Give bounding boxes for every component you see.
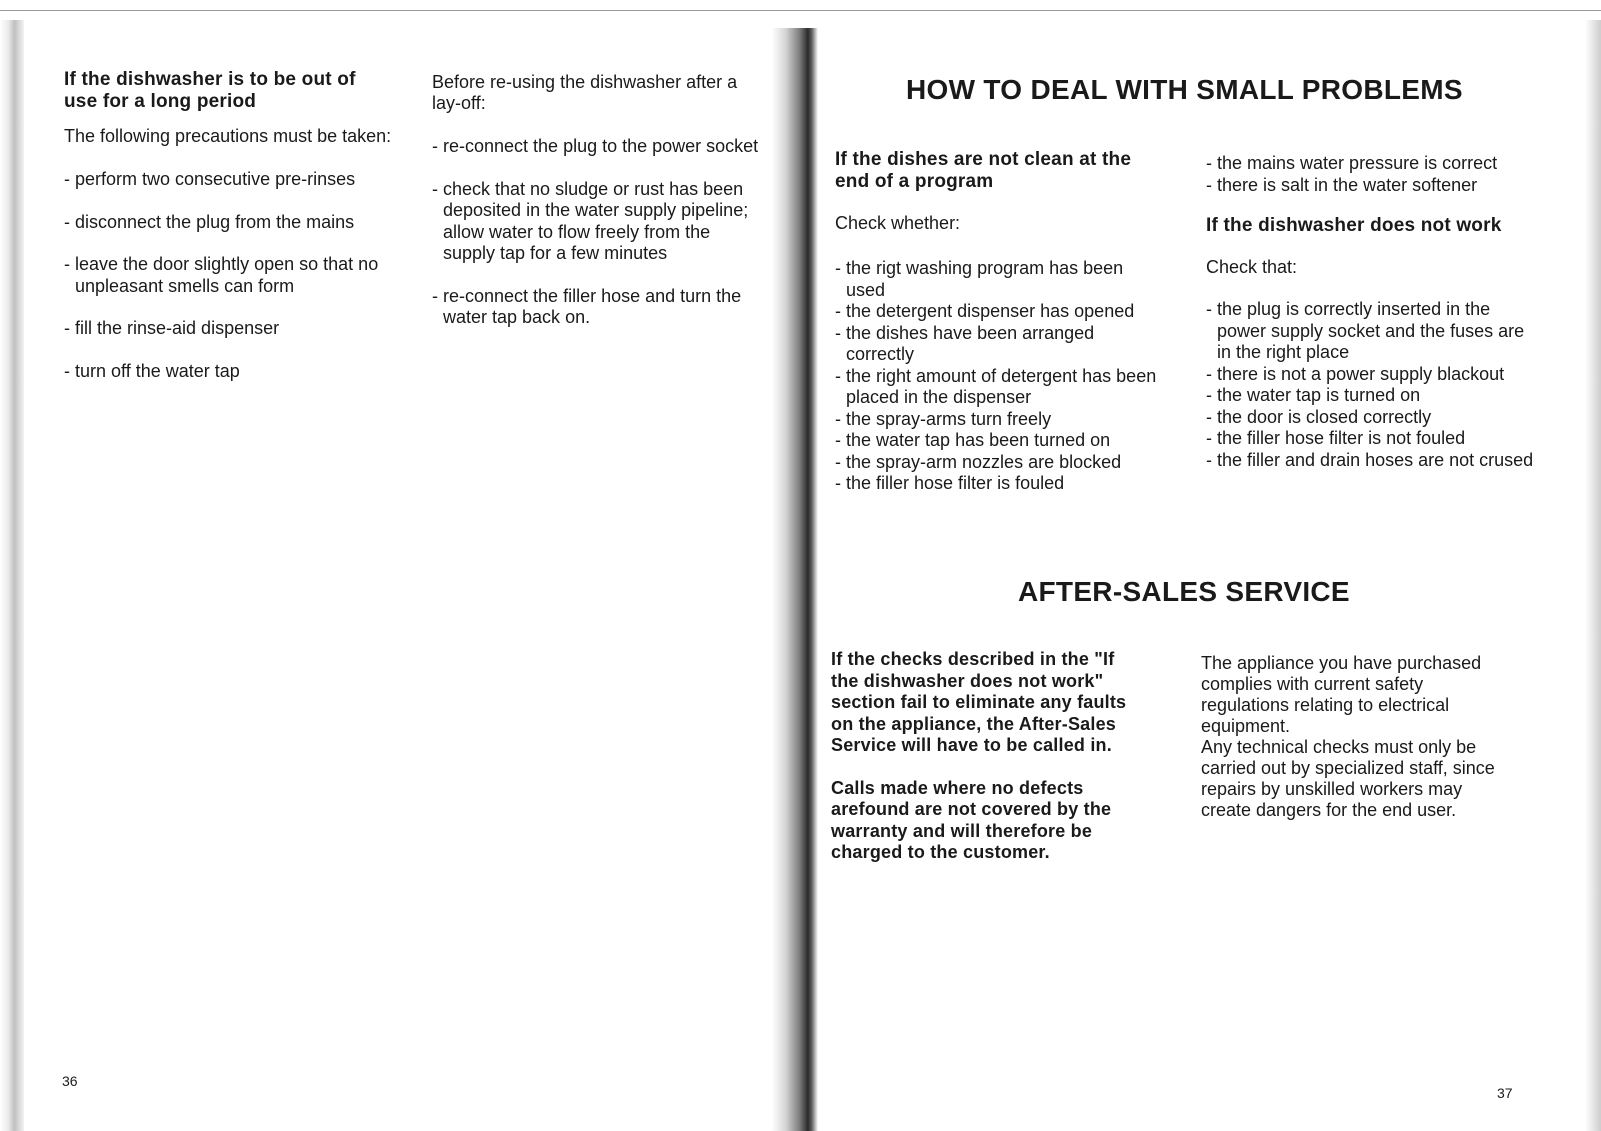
list-item: - the dishes have been arranged correctly xyxy=(835,322,1095,364)
list-item: - check that no sludge or rust has been deposited in the water supply pipeline; allow water to flow freely from the supply tap for a few minutes xyxy=(432,178,749,263)
list-item: - disconnect the plug from the mains xyxy=(64,211,355,232)
list-item: - the spray-arms turn freely xyxy=(835,408,1052,429)
list-item: - re-connect the filler hose and turn the water tap back on. xyxy=(432,285,742,327)
list-item: - leave the door slightly open so that no unpleasant smells can form xyxy=(64,254,379,296)
not-clean-intro: Check whether: xyxy=(835,213,961,233)
not-work-heading: If the dishwasher does not work xyxy=(1206,215,1502,236)
storage-section xyxy=(64,69,394,403)
reuse-section xyxy=(432,72,762,350)
storage-heading: If the dishwasher is to be out of use for a long period xyxy=(64,69,356,112)
service-title: AFTER-SALES SERVICE xyxy=(1018,576,1350,607)
page-title: HOW TO DEAL WITH SMALL PROBLEMS xyxy=(906,74,1463,105)
not-clean-heading: If the dishes are not clean at the end of a program xyxy=(835,149,1132,192)
right-column-checks xyxy=(1206,153,1536,471)
not-clean-section xyxy=(835,149,1165,495)
not-work-intro: Check that: xyxy=(1206,257,1298,277)
list-item: - the filler hose filter is fouled xyxy=(835,473,1065,493)
list-item: - re-connect the plug to the power socket xyxy=(432,136,759,156)
right-page-edge xyxy=(1585,20,1601,1131)
list-item: - the mains water pressure is correct xyxy=(1206,153,1498,173)
list-item: - the spray-arm nozzles are blocked xyxy=(835,451,1122,472)
list-item: - the plug is correctly inserted in the power supply socket and the fuses are in the right place xyxy=(1206,299,1525,362)
list-item: - the right amount of detergent has been placed in the dispenser xyxy=(835,365,1157,407)
not-clean-list xyxy=(835,258,1165,495)
list-item: - the detergent dispenser has opened xyxy=(835,301,1135,321)
page-number-right: 37 xyxy=(1497,1085,1513,1101)
list-item: - the water tap has been turned on xyxy=(835,430,1111,450)
service-bold-para-1: If the checks described in the "If the dishwasher does not work" section fail to eliminate any faults on the appliance, the After-Sales Service will have to be called in. xyxy=(831,649,1127,755)
list-item: - there is not a power supply blackout xyxy=(1206,363,1505,384)
service-para-1: The appliance you have purchased complies with current safety regulations relating to electrical equipment. xyxy=(1201,653,1482,736)
left-page-edge xyxy=(0,20,24,1131)
list-item: - the rigt washing program has been used xyxy=(835,258,1124,300)
list-item: - turn off the water tap xyxy=(64,360,240,381)
list-item: - the door is closed correctly xyxy=(1206,406,1432,427)
list-item: - the filler hose filter is not fouled xyxy=(1206,428,1466,448)
reuse-list xyxy=(432,136,762,329)
list-item: - the filler and drain hoses are not crused xyxy=(1206,449,1534,470)
not-clean-continued-list xyxy=(1206,153,1536,196)
top-rule xyxy=(0,10,1601,11)
reuse-intro: Before re-using the dishwasher after a lay-off: xyxy=(432,72,738,113)
service-text xyxy=(1201,653,1511,821)
list-item: - the water tap is turned on xyxy=(1206,385,1421,405)
storage-list xyxy=(64,169,394,382)
list-item: - there is salt in the water softener xyxy=(1206,174,1478,195)
not-work-list xyxy=(1206,299,1536,471)
binding-gutter xyxy=(772,28,818,1131)
list-item: - fill the rinse-aid dispenser xyxy=(64,318,280,338)
page-number-left: 36 xyxy=(62,1073,78,1089)
service-para-2: Any technical checks must only be carried out by specialized staff, since repairs by unskilled workers may create dangers for the end user. xyxy=(1201,737,1495,820)
service-bold-para-2: Calls made where no defects arefound are not covered by the warranty and will therefore be charged to the customer. xyxy=(831,777,1112,862)
storage-intro: The following precautions must be taken: xyxy=(64,126,392,146)
service-bold-text xyxy=(831,649,1143,864)
list-item: - perform two consecutive pre-rinses xyxy=(64,169,356,189)
